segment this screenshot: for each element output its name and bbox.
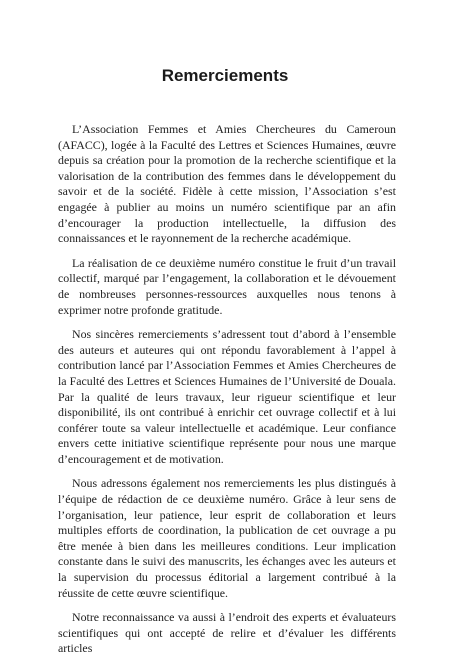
paragraph-authors: Nos sincères remerciements s’adressent tout d’abord à l’ensemble des auteurs et auteures qui ont répondu favorablement à l’appel à contribution lancé par l’Association Femmes et Amies Chercheures de la Faculté des Lettres et Sciences Humaines de l’Université de Douala. Par la qualité de leurs travaux, leur rigueur scientifique et leur disponibilité, ils ont contribué à enrichir cet ouvrage collectif et à lui conférer toute sa valeur intellectuelle et académique. Leur confiance envers cette initiative scientifique représente pour nous une marque d’encouragement et de motivation. bbox=[58, 327, 396, 466]
page-title: Remerciements bbox=[161, 66, 289, 85]
paragraph-reviewers: Notre reconnaissance va aussi à l’endroit des experts et évaluateurs scientifiques qui ont accepté de relire et d’évaluer les différents articles bbox=[58, 610, 396, 656]
paragraph-editorial-team: Nous adressons également nos remerciements les plus distingués à l’équipe de rédaction de ce deuxième numéro. Grâce à leur sens de l’organisation, leur patience, leur esprit de collaboration et leurs multiples efforts de coordination, la publication de cet ouvrage a pu être menée à bien dans les meilleures conditions. Leur implication constante dans le suivi des manuscrits, les échanges avec les auteurs et la supervision du processus éditorial a largement contribué à la réussite de cette œuvre scientifique. bbox=[58, 476, 396, 600]
paragraph-collective-work: La réalisation de ce deuxième numéro constitue le fruit d’un travail collectif, marqué par l’engagement, la collaboration et le dévouement de nombreuses personnes-ressources auxquelles nous tenons à exprimer notre profonde gratitude. bbox=[58, 255, 396, 317]
paragraph-intro: L’Association Femmes et Amies Chercheures du Cameroun (AFACC), logée à la Faculté des Lettres et Sciences Humaines, œuvre depuis sa création pour la promotion de la recherche scientifique et la valorisation de la contribution des femmes dans le développement du savoir et de la société. Fidèle à cette mission, l’Association s’est engagée à publier au moins un numéro scientifique par an afin d’encourager la production intellectuelle, la diffusion des connaissances et le rayonnement de la recherche académique. bbox=[58, 122, 396, 246]
document-body bbox=[58, 122, 396, 657]
